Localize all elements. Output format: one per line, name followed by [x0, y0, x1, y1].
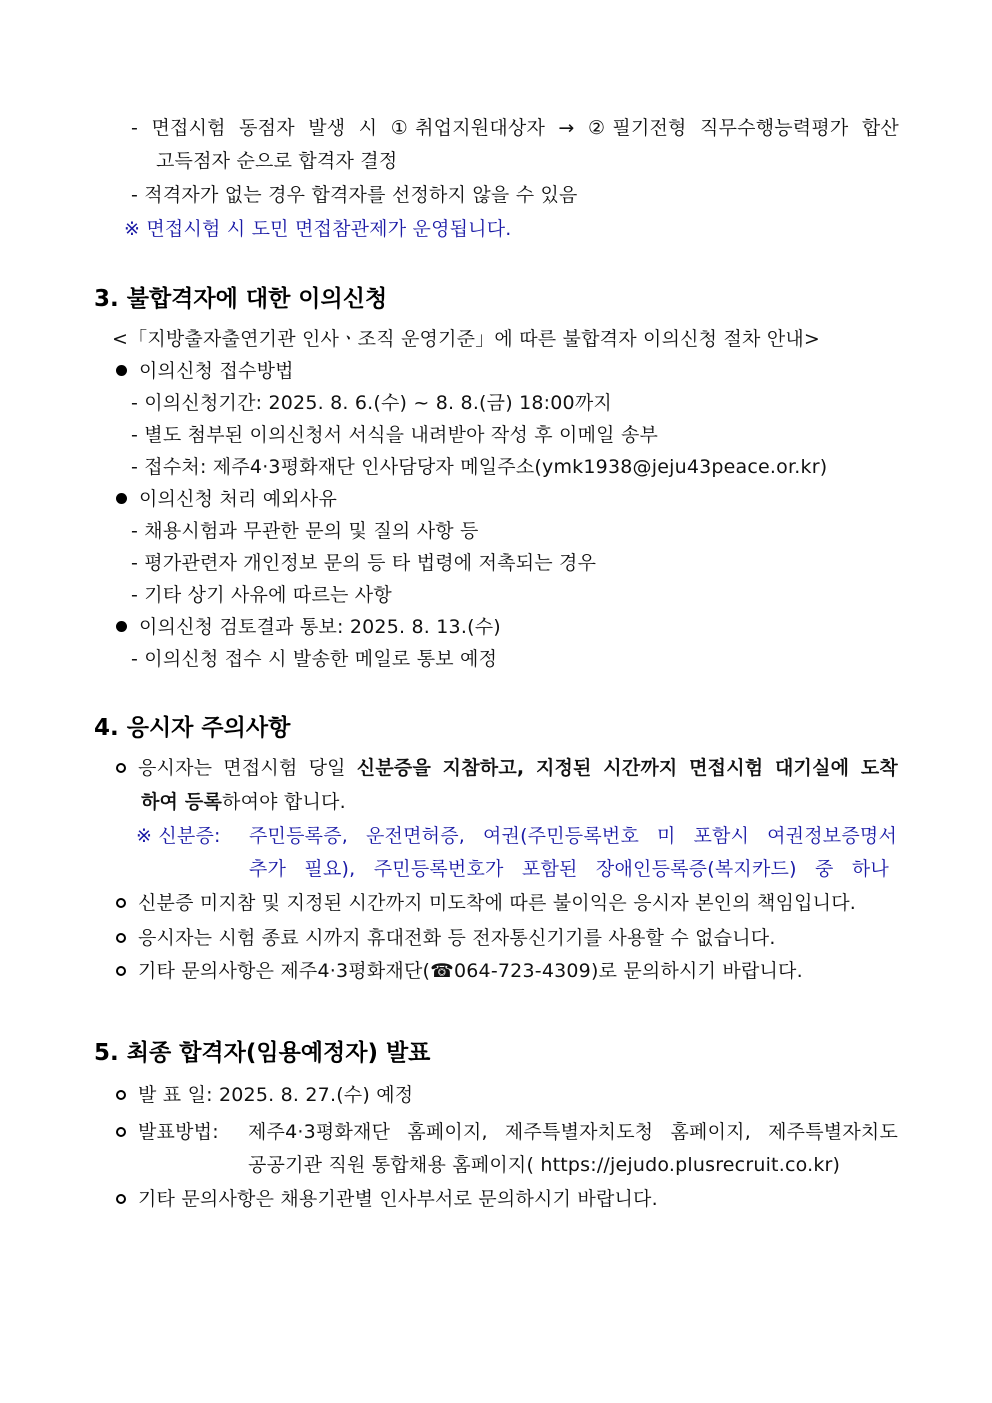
s3-b1-item-period: - 이의신청기간: 2025. 8. 6.(수) ~ 8. 8.(금) 18:00까지: [131, 392, 612, 414]
s3-b2-item-2: - 평가관련자 개인정보 문의 등 타 법령에 저촉되는 경우: [131, 552, 597, 574]
open-circle-bullet-icon: [116, 933, 126, 943]
s3-bullet2-label: 이의신청 처리 예외사유: [139, 488, 338, 510]
s3-bullet1: [116, 359, 294, 383]
s5-item2-line1: 제주4·3평화재단 홈페이지, 제주특별자치도청 홈페이지, 제주특별자치도: [248, 1121, 898, 1143]
s5-item3-text: 기타 문의사항은 채용기관별 인사부서로 문의하시기 바랍니다.: [138, 1188, 658, 1210]
interview-tie-rule-cont: 고득점자 순으로 합격자 결정: [156, 150, 398, 172]
s5-item1-text: 발 표 일: 2025. 8. 27.(수) 예정: [138, 1084, 414, 1106]
s3-bullet3-label: 이의신청 검토결과 통보: 2025. 8. 13.(수): [139, 616, 501, 638]
s3-bullet2: [116, 487, 337, 511]
observer-note: ※ 면접시험 시 도민 면접참관제가 운영됩니다.: [124, 218, 512, 240]
s3-bullet3: [116, 615, 501, 639]
s5-item2: [116, 1120, 219, 1144]
s4-item2-text: 신분증 미지참 및 지정된 시간까지 미도착에 따른 불이익은 응시자 본인의 책임입니다.: [138, 892, 857, 914]
s5-item3: [116, 1187, 658, 1211]
s3-b3-item-1: - 이의신청 접수 시 발송한 메일로 통보 예정: [131, 648, 498, 670]
s4-item1-cont: [141, 790, 346, 814]
open-circle-bullet-icon: [116, 1127, 126, 1137]
s5-item2-label: 발표방법:: [138, 1121, 219, 1143]
interview-tie-rule: - 면접시험 동점자 발생 시 ①취업지원대상자 → ②필기전형 직무수행능력평가 합산: [131, 117, 899, 139]
s5-item2-line2: 공공기관 직원 통합채용 홈페이지( https://jejudo.plusrecruit.co.kr): [248, 1154, 841, 1176]
s4-item4-text: 기타 문의사항은 제주4·3평화재단(☎064-723-4309)로 문의하시기 바랍니다.: [138, 960, 803, 982]
open-circle-bullet-icon: [116, 1194, 126, 1204]
filled-circle-bullet-icon: [116, 493, 127, 504]
s4-item2: [116, 891, 856, 915]
filled-circle-bullet-icon: [116, 365, 127, 376]
open-circle-bullet-icon: [116, 1090, 126, 1100]
open-circle-bullet-icon: [116, 898, 126, 908]
s4-item4: [116, 959, 803, 983]
s4-item1-cont-text: 하여야 합니다.: [222, 791, 346, 813]
s4-item1: [116, 756, 898, 780]
section4-title: 4. 응시자 주의사항: [94, 715, 291, 741]
filled-circle-bullet-icon: [116, 621, 127, 632]
s5-item1: [116, 1083, 413, 1107]
s3-b2-item-3: - 기타 상기 사유에 따르는 사항: [131, 584, 392, 606]
s3-bullet1-label: 이의신청 접수방법: [139, 360, 294, 382]
s3-b2-item-1: - 채용시험과 무관한 문의 및 질의 사항 등: [131, 520, 479, 542]
id-note-line2: 추가 필요), 주민등록번호가 포함된 장애인등록증(복지카드) 중 하나: [249, 858, 889, 880]
s3-b1-item-email: - 접수처: 제주4·3평화재단 인사담당자 메일주소(ymk1938@jeju43peace.or.kr): [131, 456, 828, 478]
s4-item3-text: 응시자는 시험 종료 시까지 휴대전화 등 전자통신기기를 사용할 수 없습니다.: [138, 927, 776, 949]
section5-title: 5. 최종 합격자(임용예정자) 발표: [94, 1040, 431, 1066]
section3-subtitle: <「지방출자출연기관 인사ㆍ조직 운영기준」에 따른 불합격자 이의신청 절차 안내>: [112, 328, 821, 350]
no-qualified-rule: - 적격자가 없는 경우 합격자를 선정하지 않을 수 있음: [131, 184, 578, 206]
s3-b1-item-form: - 별도 첨부된 이의신청서 서식을 내려받아 작성 후 이메일 송부: [131, 424, 659, 446]
s4-item3: [116, 926, 776, 950]
open-circle-bullet-icon: [116, 763, 126, 773]
open-circle-bullet-icon: [116, 966, 126, 976]
s4-item1-text-bold: 신분증을 지참하고, 지정된 시간까지 면접시험 대기실에 도착: [356, 757, 898, 779]
s4-item1-cont-bold: 하여 등록: [141, 791, 223, 813]
s4-item1-text-a: 응시자는 면접시험 당일: [138, 757, 357, 779]
section3-title: 3. 불합격자에 대한 이의신청: [94, 286, 388, 312]
id-note-line1: 주민등록증, 운전면허증, 여권(주민등록번호 미 포함시 여권정보증명서: [249, 825, 897, 847]
id-note-label: ※ 신분증:: [136, 825, 221, 847]
